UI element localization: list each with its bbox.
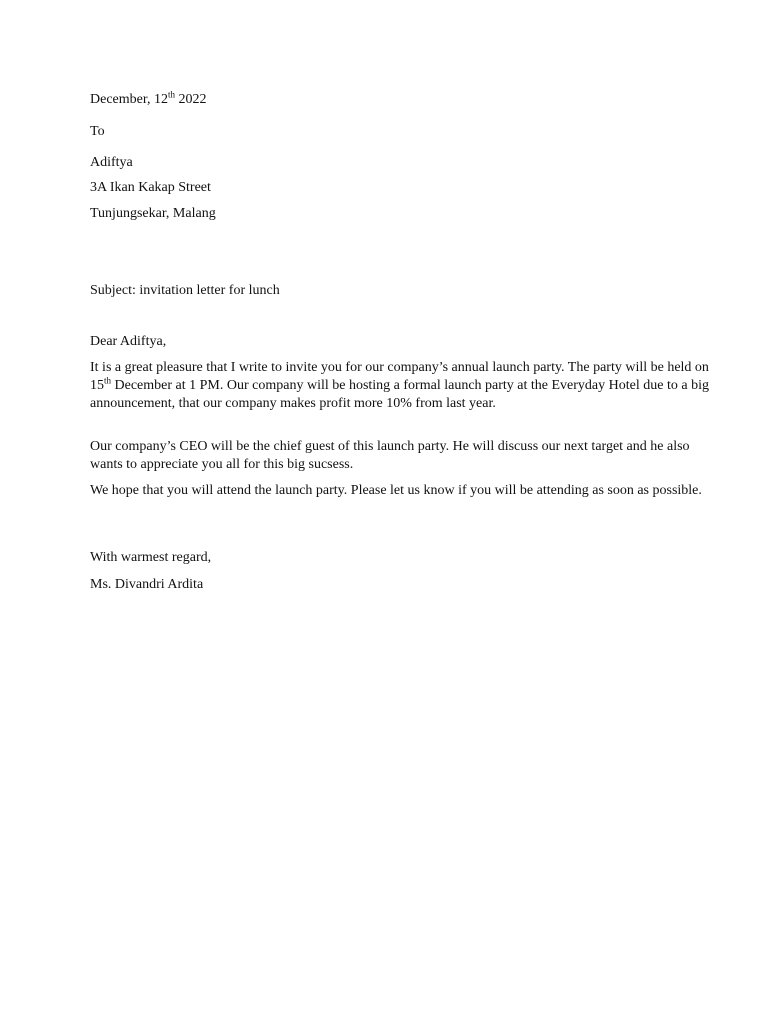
letter-date bbox=[90, 91, 206, 109]
date-month-day: December, 12 bbox=[90, 92, 168, 107]
date-ordinal-suffix: th bbox=[167, 89, 175, 100]
letter-subject: Subject: invitation letter for lunch bbox=[90, 283, 280, 298]
paragraph-invitation-part1: It is a great pleasure that I write to invite you for our company’s annual launch party. The party will be held on 15 bbox=[90, 360, 709, 393]
paragraph-closing-request: We hope that you will attend the launch party. Please let us know if you will be attending as soon as possible. bbox=[90, 483, 702, 498]
recipient-name: Adiftya bbox=[90, 155, 133, 170]
date-year: 2022 bbox=[174, 92, 207, 107]
recipient-city: Tunjungsekar, Malang bbox=[90, 206, 216, 221]
to-label: To bbox=[90, 124, 105, 139]
paragraph-invitation bbox=[90, 359, 710, 413]
paragraph-invitation-part2: December at 1 PM. Our company will be hosting a formal launch party at the Everyday Hotel due to a big announcement, that our company makes profit more 10% from last year. bbox=[90, 378, 709, 411]
paragraph-ceo: Our company’s CEO will be the chief guest of this launch party. He will discuss our next target and he also wants to appreciate you all for this big sucsess. bbox=[90, 439, 690, 472]
letter-closing: With warmest regard, bbox=[90, 550, 212, 565]
paragraph-invitation-ordinal-suffix: th bbox=[104, 375, 112, 386]
letter-signature: Ms. Divandri Ardita bbox=[90, 577, 204, 592]
letter-salutation: Dear Adiftya, bbox=[90, 334, 167, 349]
recipient-street: 3A Ikan Kakap Street bbox=[90, 180, 211, 195]
